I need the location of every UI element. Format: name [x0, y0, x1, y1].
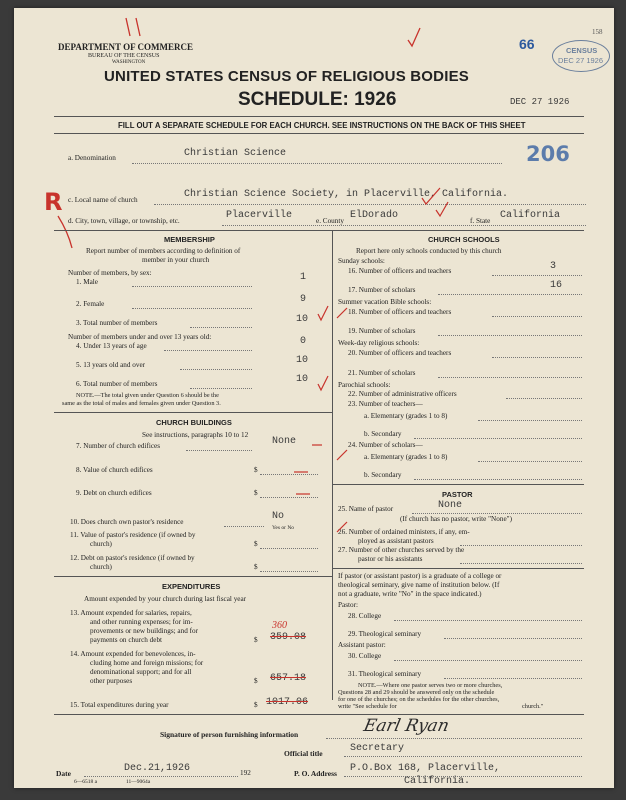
- q13-handwritten-value: 360: [272, 620, 287, 631]
- q27-label-line1: 27. Number of other churches served by the: [338, 546, 465, 554]
- instruction-line: FILL OUT A SEPARATE SCHEDULE FOR EACH CHURCH. SEE INSTRUCTIONS ON THE BACK OF THIS SHEET: [118, 121, 526, 130]
- q5-label: 5. 13 years old and over: [76, 361, 146, 369]
- q10-label: 10. Does church own pastor's residence: [70, 518, 184, 526]
- q17-value: 16: [550, 280, 563, 291]
- red-dash-q8: [292, 468, 312, 476]
- q15-value: 1017.06: [266, 697, 309, 708]
- q27-label-line2: pastor or his assistants: [358, 555, 423, 563]
- q26-label-line1: 26. Number of ordained ministers, if any, em-: [338, 528, 470, 536]
- q16-value: 3: [550, 261, 557, 272]
- q17-label: 17. Number of scholars: [348, 286, 416, 294]
- red-tick-mark: [122, 16, 152, 38]
- q13-label-line1: 13. Amount expended for salaries, repairs,: [70, 609, 192, 617]
- q31-label: 31. Theological seminary: [348, 670, 422, 678]
- q24a-label: a. Elementary (grades 1 to 8): [364, 453, 448, 461]
- po-address-line2: California.: [404, 776, 471, 787]
- weekday-schools-label: Week-day religious schools:: [338, 339, 420, 347]
- q25-note: (If church has no pastor, write "None"): [400, 515, 512, 523]
- county-value: ElDorado: [350, 210, 399, 221]
- city-name: WASHINGTON: [112, 60, 146, 65]
- pastor-note-line4: write "See schedule for: [338, 703, 397, 710]
- q6-value: 10: [296, 374, 309, 385]
- q25-label: 25. Name of pastor: [338, 505, 394, 513]
- schedule-title: SCHEDULE: 1926: [238, 89, 397, 110]
- sunday-schools-label: Sunday schools:: [338, 257, 385, 265]
- denomination-value: Christian Science: [184, 148, 287, 159]
- q14-label-line3: denominational support; and for all: [90, 668, 192, 676]
- q4-value: 0: [300, 336, 307, 347]
- q13-dollar: $: [254, 636, 258, 644]
- red-tick-q26: [335, 520, 349, 534]
- red-tick-q24: [335, 448, 349, 462]
- pastor-note-line5: church.": [522, 703, 544, 710]
- census-schedule-page: [14, 8, 614, 788]
- q26-label-line2: ployed as assistant pastors: [358, 537, 434, 545]
- q14-label-line1: 14. Amount expended for benevolences, in-: [70, 650, 196, 658]
- parochial-schools-label: Parochial schools:: [338, 381, 391, 389]
- schools-subtitle: Report here only schools conducted by this church: [356, 247, 502, 255]
- q3-value: 10: [296, 314, 309, 325]
- q1-label: 1. Male: [76, 278, 98, 286]
- q2-value: 9: [300, 294, 307, 305]
- form-number: 6—6518 a: [74, 779, 98, 785]
- pastor-title: PASTOR: [442, 490, 473, 499]
- q23-label: 23. Number of teachers—: [348, 400, 423, 408]
- q7-label: 7. Number of church edifices: [76, 442, 161, 450]
- q12-label-line2: church): [90, 563, 112, 571]
- po-address-line1: P.O.Box 168, Placerville,: [350, 763, 501, 774]
- corner-number: 158: [592, 28, 603, 36]
- q8-dollar: $: [254, 466, 258, 474]
- date-label: Date: [56, 769, 71, 778]
- po-address-label: P. O. Address: [294, 769, 337, 778]
- pastor-subhead: Pastor:: [338, 601, 358, 609]
- q30-label: 30. College: [348, 652, 382, 660]
- graduate-note-line3: not a graduate, write "No" in the space indicated.): [338, 590, 482, 598]
- q5-value: 10: [296, 355, 309, 366]
- red-dash-q9: [294, 490, 314, 498]
- graduate-note-line2: theological seminary, give name of institution below. (If: [338, 581, 500, 589]
- q16-label: 16. Number of officers and teachers: [348, 267, 452, 275]
- q21-label: 21. Number of scholars: [348, 369, 416, 377]
- assistant-pastor-subhead: Assistant pastor:: [338, 641, 386, 649]
- state-label: f. State: [470, 217, 491, 225]
- q14-dollar: $: [254, 677, 258, 685]
- members-by-sex-label: Number of members, by sex:: [68, 269, 152, 277]
- q9-dollar: $: [254, 489, 258, 497]
- q6-label: 6. Total number of members: [76, 380, 158, 388]
- stamp-word: CENSUS: [566, 46, 598, 55]
- red-check-mark: [406, 26, 422, 48]
- expenditures-title: EXPENDITURES: [162, 582, 221, 591]
- q1-value: 1: [300, 272, 307, 283]
- red-check-q6: [316, 374, 330, 392]
- stamp-date-text: DEC 27 1926: [558, 56, 604, 65]
- red-r-mark: R: [44, 188, 63, 216]
- dept-name: DEPARTMENT OF COMMERCE: [58, 42, 194, 52]
- handwritten-code: 206: [526, 142, 570, 166]
- q29-label: 29. Theological seminary: [348, 630, 422, 638]
- q11-label-line1: 11. Value of pastor's residence (if owned by: [70, 531, 196, 539]
- expenditures-subtitle: Amount expended by your church during last fiscal year: [84, 595, 247, 603]
- pastor-note-line2: Questions 28 and 29 should be answered only on the schedule: [338, 689, 495, 696]
- q14-label-line4: other purposes: [90, 677, 133, 685]
- q8-label: 8. Value of church edifices: [76, 466, 153, 474]
- q13-label-line2: and other running expenses; for im-: [90, 618, 193, 626]
- yes-no-hint: Yes or No: [272, 525, 295, 531]
- bureau-name: BUREAU OF THE CENSUS: [88, 53, 160, 59]
- city-label: d. City, town, village, or township, etc.: [68, 217, 180, 225]
- pastor-note-line3: for one of the churches; on the schedules for the other churches,: [338, 696, 500, 703]
- membership-title: MEMBERSHIP: [164, 235, 215, 244]
- date-year-suffix: 192: [240, 769, 251, 777]
- city-value: Placerville: [226, 210, 293, 221]
- membership-note-line2: same as the total of males and females given under Question 3.: [62, 400, 221, 407]
- membership-note-line1: NOTE.—The total given under Question 6 should be the: [76, 392, 219, 399]
- denomination-label: a. Denomination: [68, 154, 116, 162]
- q2-label: 2. Female: [76, 300, 105, 308]
- q7-value: None: [272, 436, 297, 447]
- buildings-title: CHURCH BUILDINGS: [156, 418, 232, 427]
- q4-label: 4. Under 13 years of age: [76, 342, 147, 350]
- q11-dollar: $: [254, 540, 258, 548]
- age-heading: Number of members under and over 13 years old:: [68, 333, 212, 341]
- form-title: UNITED STATES CENSUS OF RELIGIOUS BODIES: [104, 68, 469, 85]
- q28-label: 28. College: [348, 612, 382, 620]
- q12-label-line1: 12. Debt on pastor's residence (if owned by: [70, 554, 195, 562]
- official-title-value: Secretary: [350, 743, 405, 754]
- q23b-label: b. Secondary: [364, 430, 402, 438]
- schedule-number: 66: [519, 36, 535, 52]
- q18-label: 18. Number of officers and teachers: [348, 308, 452, 316]
- county-label: e. County: [316, 217, 344, 225]
- q10-value: No: [272, 511, 285, 522]
- q15-label: 15. Total expenditures during year: [70, 701, 169, 709]
- q13-label-line4: payments on church debt: [90, 636, 163, 644]
- q24-label: 24. Number of scholars—: [348, 441, 423, 449]
- schools-title: CHURCH SCHOOLS: [428, 235, 500, 244]
- q12-dollar: $: [254, 563, 258, 571]
- buildings-subtitle: See instructions, paragraphs 10 to 12: [142, 431, 249, 439]
- red-tick-q18: [335, 306, 349, 320]
- q9-label: 9. Debt on church edifices: [76, 489, 152, 497]
- q19-label: 19. Number of scholars: [348, 327, 416, 335]
- pastor-note-line1: NOTE.—Where one pastor serves two or more churches,: [358, 682, 503, 689]
- red-check-q3: [316, 304, 330, 322]
- state-value: California: [500, 210, 561, 221]
- red-check-county: [434, 200, 452, 218]
- q14-label-line2: cluding home and foreign missions; for: [90, 659, 204, 667]
- census-received-stamp: [552, 40, 610, 72]
- q24b-label: b. Secondary: [364, 471, 402, 479]
- q13-value: 359.08: [270, 632, 307, 643]
- membership-intro-line1: Report number of members according to definition of: [86, 247, 241, 255]
- red-dash-q7: [310, 441, 324, 449]
- signature-label: Signature of person furnishing information: [160, 730, 299, 739]
- signature: Earl Ryan: [361, 716, 451, 736]
- q14-value: 657.18: [270, 673, 307, 684]
- membership-intro-line2: member in your church: [142, 256, 210, 264]
- q15-dollar: $: [254, 701, 258, 709]
- official-title-label: Official title: [284, 749, 323, 758]
- local-name-value: Christian Science Society, in Placerville, California.: [184, 189, 509, 200]
- q13-label-line3: provements or new buildings; and for: [90, 627, 198, 635]
- q20-label: 20. Number of officers and teachers: [348, 349, 452, 357]
- summer-schools-label: Summer vacation Bible schools:: [338, 298, 432, 306]
- q22-label: 22. Number of administrative officers: [348, 390, 457, 398]
- received-date: DEC 27 1926: [510, 97, 570, 107]
- q3-label: 3. Total number of members: [76, 319, 158, 327]
- q23a-label: a. Elementary (grades 1 to 8): [364, 412, 448, 420]
- local-name-label: c. Local name of church: [68, 196, 138, 204]
- graduate-note-line1: If pastor (or assistant pastor) is a graduate of a college or: [338, 572, 502, 580]
- q11-label-line2: church): [90, 540, 112, 548]
- q25-value: None: [438, 500, 463, 511]
- form-number-2: 11—9064a: [126, 779, 151, 785]
- date-value: Dec.21,1926: [124, 763, 191, 774]
